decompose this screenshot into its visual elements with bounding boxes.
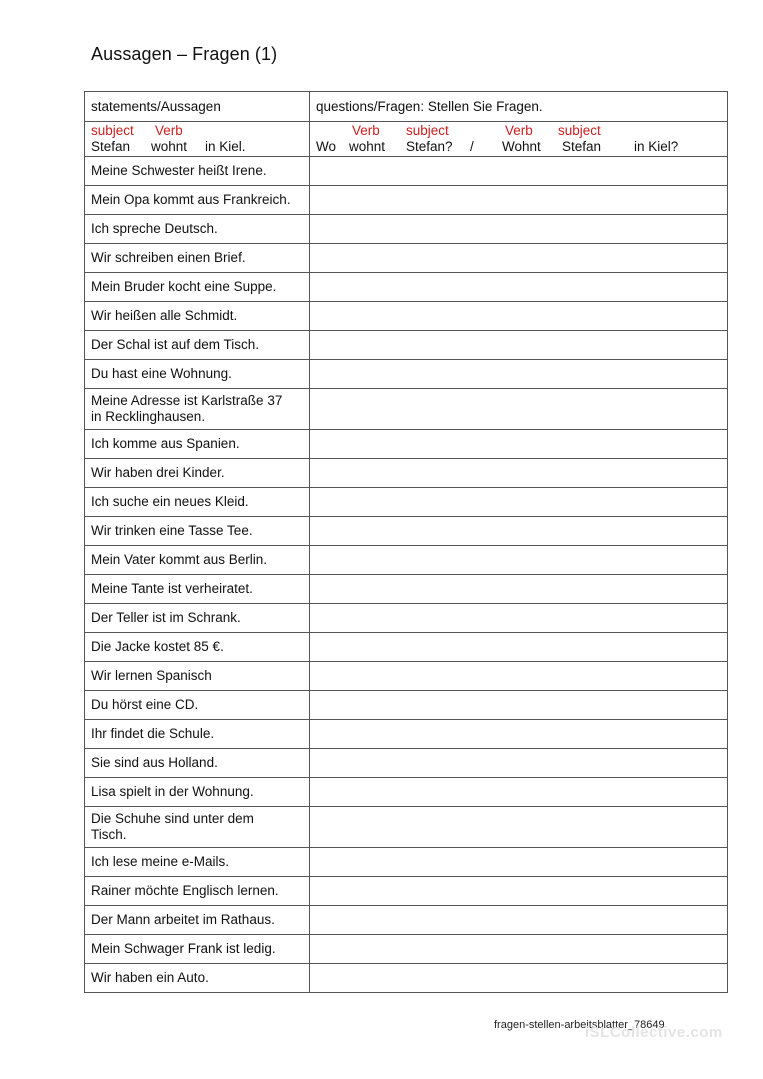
table-row bbox=[85, 331, 728, 360]
watermark-logo: iSLCollective.com bbox=[585, 1024, 723, 1041]
example-word: Wohnt bbox=[502, 139, 541, 154]
statement-cell: Ich spreche Deutsch. bbox=[85, 215, 310, 244]
statement-cell: Der Mann arbeitet im Rathaus. bbox=[85, 906, 310, 935]
question-answer-cell bbox=[310, 575, 728, 604]
example-word: wohnt bbox=[349, 139, 386, 154]
question-answer-cell bbox=[310, 749, 728, 778]
question-answer-cell bbox=[310, 778, 728, 807]
example-word: Stefan bbox=[91, 139, 131, 154]
table-row bbox=[85, 302, 728, 331]
question-answer-cell bbox=[310, 662, 728, 691]
statement-cell: Mein Opa kommt aus Frankreich. bbox=[85, 186, 310, 215]
example-statement-cell bbox=[85, 122, 310, 157]
example-word: / bbox=[470, 139, 474, 154]
table-row bbox=[85, 157, 728, 186]
example-label-subject: subject bbox=[558, 123, 601, 138]
statement-cell: Wir lernen Spanisch bbox=[85, 662, 310, 691]
statement-cell: Wir trinken eine Tasse Tee. bbox=[85, 517, 310, 546]
example-label-subject: subject bbox=[406, 123, 449, 138]
table-row bbox=[85, 662, 728, 691]
question-answer-cell bbox=[310, 430, 728, 459]
statement-cell: Wir heißen alle Schmidt. bbox=[85, 302, 310, 331]
example-word: in Kiel. bbox=[205, 139, 246, 154]
table-row bbox=[85, 935, 728, 964]
table-row bbox=[85, 517, 728, 546]
footer-filename: fragen-stellen-arbeitsblatter_78649 bbox=[494, 1019, 665, 1031]
table-row bbox=[85, 389, 728, 430]
question-answer-cell bbox=[310, 244, 728, 273]
table-row bbox=[85, 215, 728, 244]
statement-cell: Ich komme aus Spanien. bbox=[85, 430, 310, 459]
question-answer-cell bbox=[310, 935, 728, 964]
question-answer-cell bbox=[310, 906, 728, 935]
example-row bbox=[85, 122, 728, 157]
statement-cell: Wir haben ein Auto. bbox=[85, 964, 310, 993]
table-row bbox=[85, 720, 728, 749]
example-word: Wo bbox=[316, 139, 337, 154]
table-row bbox=[85, 964, 728, 993]
question-answer-cell bbox=[310, 720, 728, 749]
table-row bbox=[85, 244, 728, 273]
statement-cell: Ihr findet die Schule. bbox=[85, 720, 310, 749]
table-row bbox=[85, 430, 728, 459]
statement-cell: Lisa spielt in der Wohnung. bbox=[85, 778, 310, 807]
example-word: in Kiel? bbox=[634, 139, 679, 154]
question-answer-cell bbox=[310, 546, 728, 575]
question-answer-cell bbox=[310, 459, 728, 488]
table-row bbox=[85, 807, 728, 848]
table-row bbox=[85, 749, 728, 778]
header-questions: questions/Fragen: Stellen Sie Fragen. bbox=[310, 92, 728, 122]
statement-cell: Mein Vater kommt aus Berlin. bbox=[85, 546, 310, 575]
question-answer-cell bbox=[310, 488, 728, 517]
statement-cell: Du hast eine Wohnung. bbox=[85, 360, 310, 389]
question-answer-cell bbox=[310, 807, 728, 848]
table-row bbox=[85, 906, 728, 935]
statement-cell: Meine Tante ist verheiratet. bbox=[85, 575, 310, 604]
statement-cell: Mein Schwager Frank ist ledig. bbox=[85, 935, 310, 964]
example-label-verb: Verb bbox=[155, 123, 183, 138]
example-label-subject: subject bbox=[91, 123, 134, 138]
question-answer-cell bbox=[310, 186, 728, 215]
table-row bbox=[85, 604, 728, 633]
example-label-verb: Verb bbox=[352, 123, 380, 138]
table-row bbox=[85, 691, 728, 720]
table-row bbox=[85, 186, 728, 215]
worksheet-table bbox=[84, 91, 728, 993]
statement-cell: Meine Adresse ist Karlstraße 37 in Recklinghausen. bbox=[85, 389, 310, 430]
question-answer-cell bbox=[310, 517, 728, 546]
statement-cell: Wir haben drei Kinder. bbox=[85, 459, 310, 488]
table-row bbox=[85, 778, 728, 807]
question-answer-cell bbox=[310, 302, 728, 331]
statement-cell: Der Schal ist auf dem Tisch. bbox=[85, 331, 310, 360]
question-answer-cell bbox=[310, 360, 728, 389]
question-answer-cell bbox=[310, 877, 728, 906]
table-row bbox=[85, 488, 728, 517]
question-answer-cell bbox=[310, 273, 728, 302]
example-word: Stefan? bbox=[406, 139, 453, 154]
example-word: wohnt bbox=[151, 139, 188, 154]
table-row bbox=[85, 546, 728, 575]
worksheet-title: Aussagen – Fragen (1) bbox=[91, 44, 278, 64]
header-statements: statements/Aussagen bbox=[85, 92, 310, 122]
header-row bbox=[85, 92, 728, 122]
statement-cell: Die Schuhe sind unter dem Tisch. bbox=[85, 807, 310, 848]
question-answer-cell bbox=[310, 633, 728, 662]
question-answer-cell bbox=[310, 691, 728, 720]
question-answer-cell bbox=[310, 215, 728, 244]
statement-cell: Ich lese meine e-Mails. bbox=[85, 848, 310, 877]
table-row bbox=[85, 848, 728, 877]
statement-cell: Die Jacke kostet 85 €. bbox=[85, 633, 310, 662]
table-row bbox=[85, 459, 728, 488]
table-row bbox=[85, 360, 728, 389]
table-row bbox=[85, 633, 728, 662]
table-row bbox=[85, 575, 728, 604]
statement-cell: Der Teller ist im Schrank. bbox=[85, 604, 310, 633]
question-answer-cell bbox=[310, 389, 728, 430]
example-word: Stefan bbox=[562, 139, 602, 154]
question-answer-cell bbox=[310, 848, 728, 877]
statement-cell: Meine Schwester heißt Irene. bbox=[85, 157, 310, 186]
statement-cell: Du hörst eine CD. bbox=[85, 691, 310, 720]
statement-cell: Sie sind aus Holland. bbox=[85, 749, 310, 778]
question-answer-cell bbox=[310, 331, 728, 360]
statement-cell: Rainer möchte Englisch lernen. bbox=[85, 877, 310, 906]
statement-cell: Mein Bruder kocht eine Suppe. bbox=[85, 273, 310, 302]
example-label-verb: Verb bbox=[505, 123, 533, 138]
table-row bbox=[85, 877, 728, 906]
question-answer-cell bbox=[310, 157, 728, 186]
statement-cell: Ich suche ein neues Kleid. bbox=[85, 488, 310, 517]
example-question-cell bbox=[310, 122, 728, 157]
question-answer-cell bbox=[310, 964, 728, 993]
statement-cell: Wir schreiben einen Brief. bbox=[85, 244, 310, 273]
table-row bbox=[85, 273, 728, 302]
question-answer-cell bbox=[310, 604, 728, 633]
